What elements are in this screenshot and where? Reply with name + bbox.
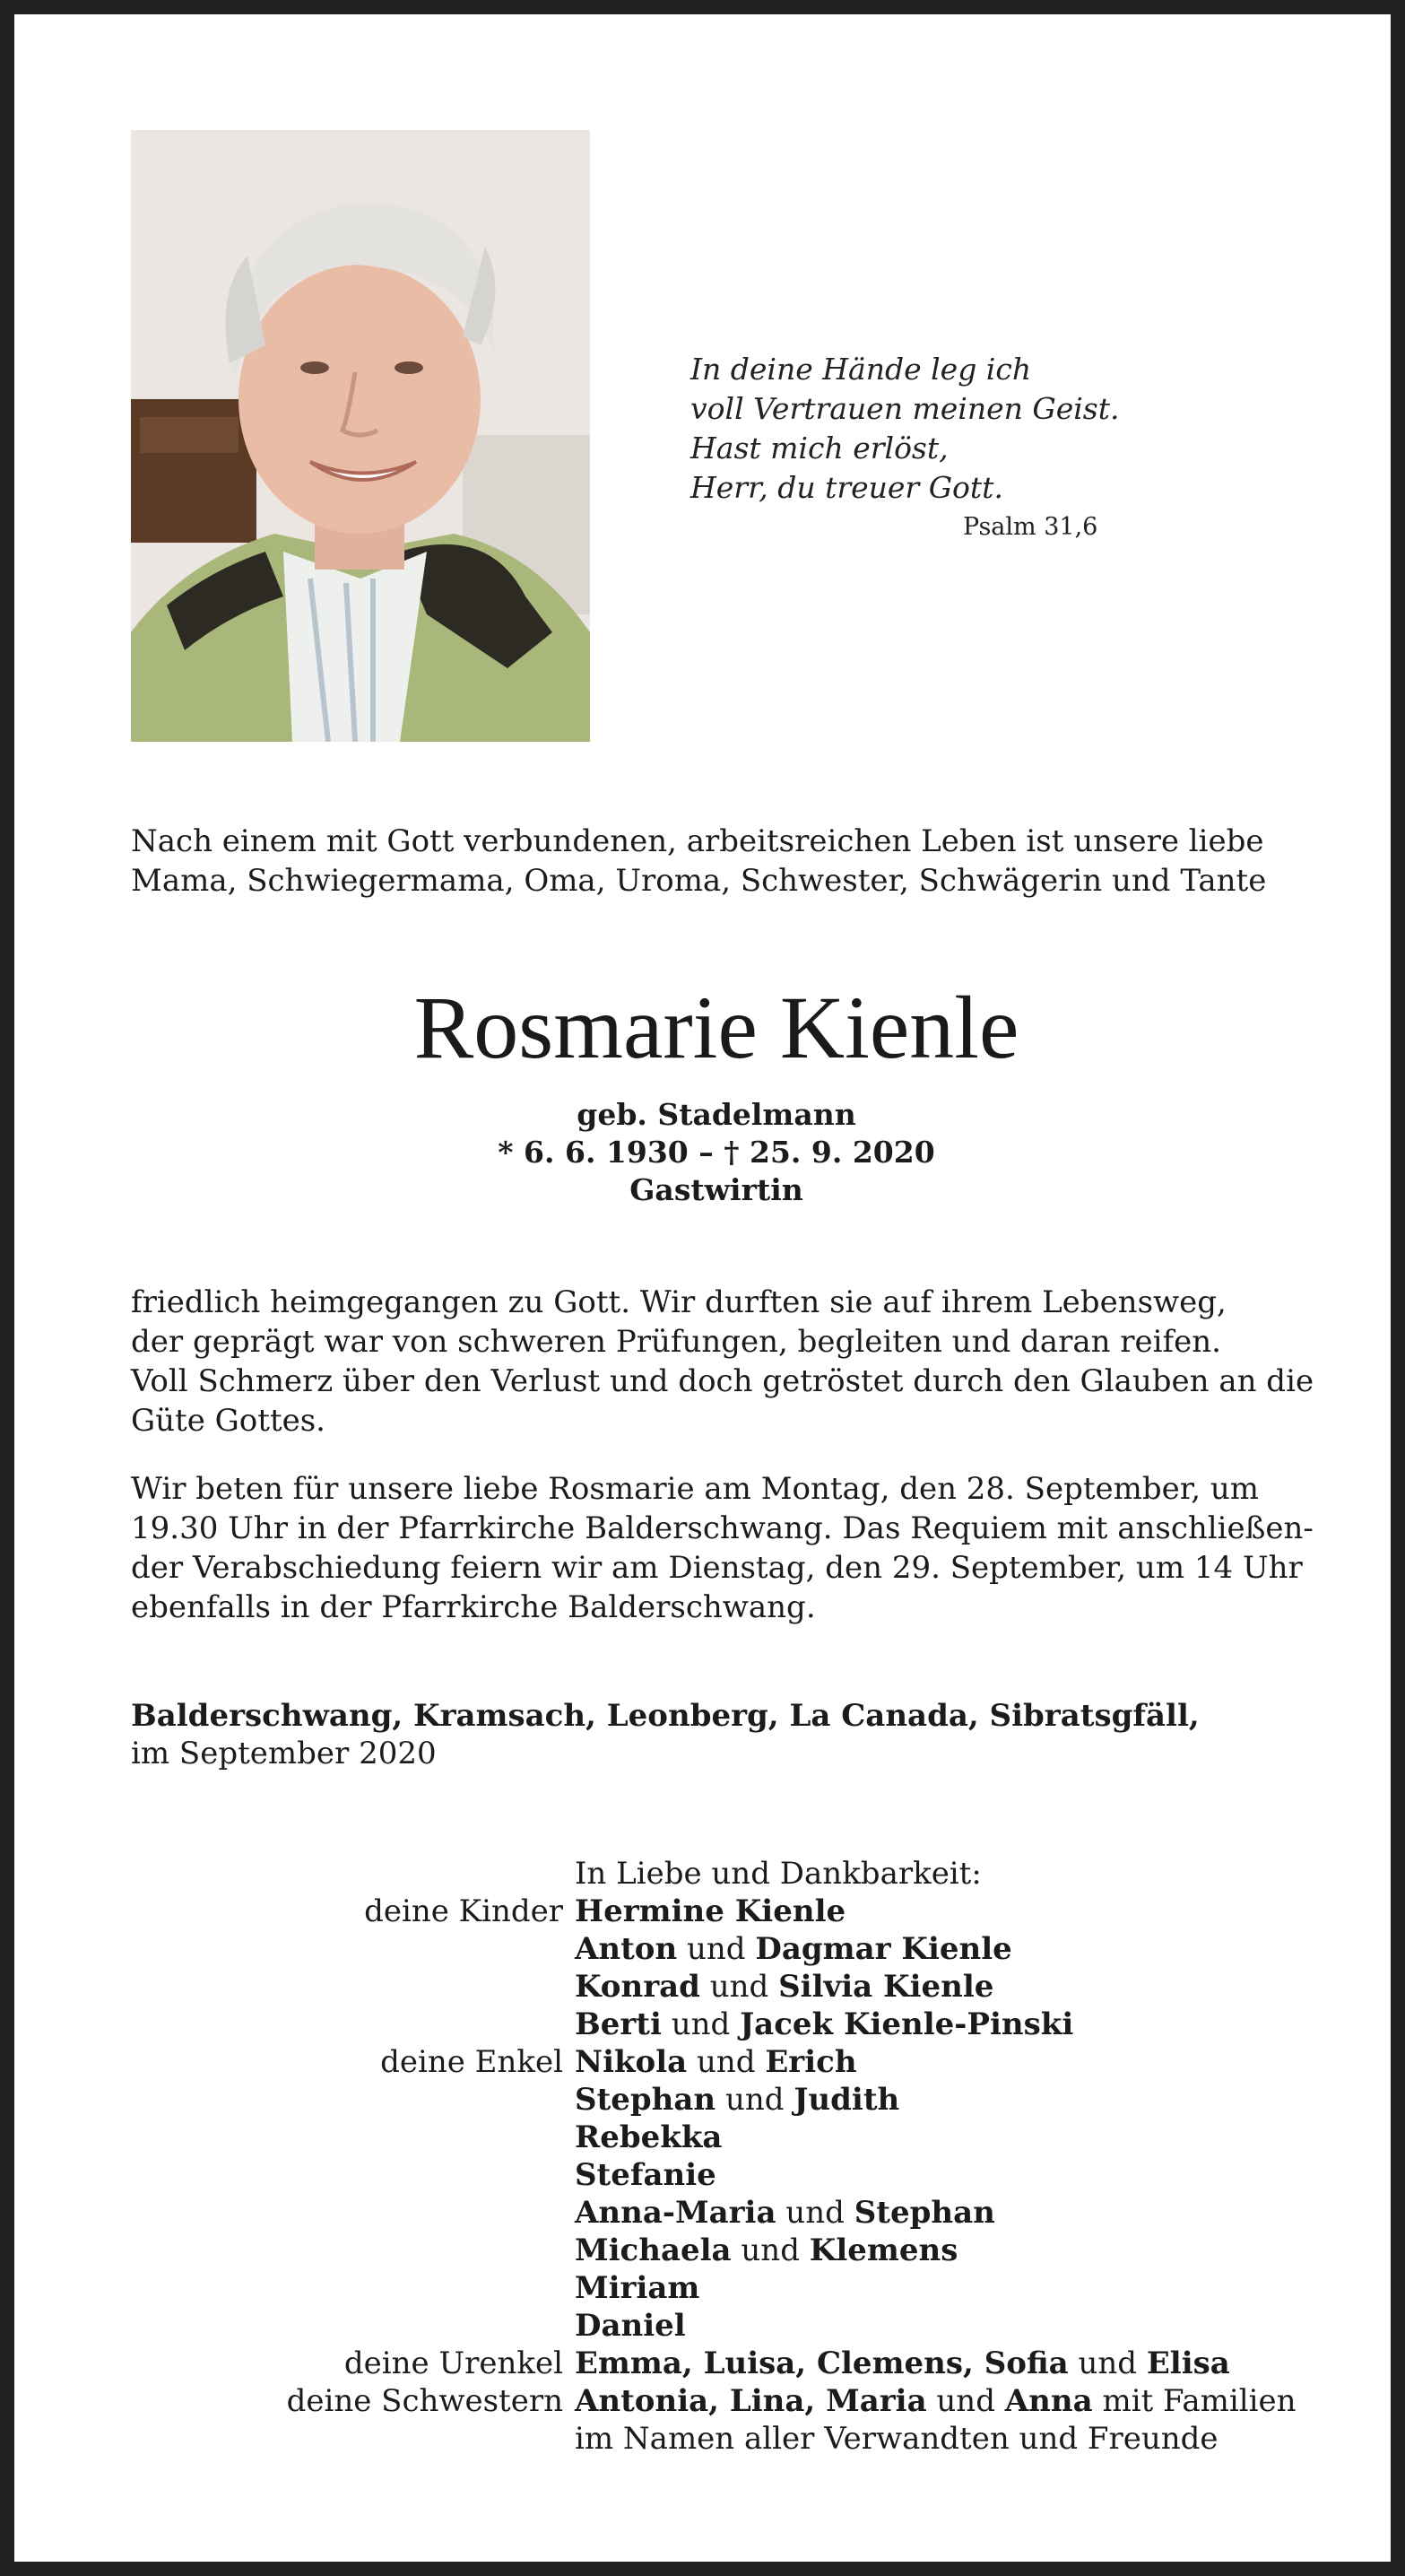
signoff-row (14, 1893, 1405, 1930)
connector-text: und (661, 2006, 741, 2042)
family-name: Erich (765, 2044, 857, 2080)
deceased-name: Rosmarie Kienle (413, 978, 1019, 1077)
paragraph-line: der geprägt war von schweren Prüfungen, begleiten und daran reifen. (131, 1324, 1221, 1360)
family-name: Silvia Kienle (778, 1969, 994, 2005)
family-name: Emma, Luisa, Clemens, Sofia (575, 2345, 1069, 2381)
paragraph-line: der Verabschiedung feiern wir am Dienstag, den 29. September, um 14 Uhr (131, 1550, 1303, 1586)
family-name: Jacek Kienle-Pinski (740, 2006, 1074, 2042)
family-names (575, 1968, 993, 2006)
signoff-heading-row (14, 1855, 1405, 1893)
psalm-quote (690, 350, 1157, 508)
family-name: Antonia, Lina, Maria (575, 2383, 927, 2419)
family-name: Berti (575, 2006, 662, 2042)
signoff-row (14, 2006, 1405, 2043)
signoff-row (14, 2081, 1405, 2119)
occupation: Gastwirtin (629, 1172, 803, 1207)
signoff-heading: In Liebe und Dankbarkeit: (575, 1856, 982, 1892)
family-names (575, 2194, 995, 2232)
relation-label: deine Kinder (364, 1893, 563, 1929)
family-names (575, 2043, 857, 2081)
connector-text: mit Familien (1092, 2383, 1297, 2419)
family-names (575, 1893, 846, 1930)
signoff-row (14, 2232, 1405, 2269)
quote-line: In deine Hände leg ich (690, 352, 1032, 387)
birth-name: geb. Stadelmann (577, 1097, 856, 1132)
connector-text: und (687, 2044, 766, 2080)
family-names (575, 2269, 699, 2307)
paragraph-line: friedlich heimgegangen zu Gott. Wir durften sie auf ihrem Lebensweg, (131, 1284, 1227, 1320)
family-name: Michaela (575, 2232, 732, 2268)
places-and-date (131, 1697, 1302, 1772)
signoff-row (14, 2156, 1405, 2194)
connector-text: und (926, 2383, 1005, 2419)
intro-line: Nach einem mit Gott verbundenen, arbeitsreichen Leben ist unsere liebe (131, 823, 1264, 859)
paragraph-line: Güte Gottes. (131, 1403, 325, 1439)
signoff-row (14, 2307, 1405, 2345)
paragraph-line: ebenfalls in der Pfarrkirche Balderschwang. (131, 1589, 816, 1625)
intro-line: Mama, Schwiegermama, Oma, Uroma, Schwester, Schwägerin und Tante (131, 863, 1267, 899)
relation-label: deine Enkel (380, 2044, 563, 2080)
family-name: Daniel (575, 2308, 686, 2344)
portrait-photo (131, 130, 590, 742)
family-name: Anton (575, 1931, 678, 1967)
family-name: Judith (794, 2082, 900, 2118)
connector-text: und (716, 2082, 794, 2118)
family-signoff (14, 1855, 1405, 2458)
family-names (575, 2345, 1230, 2382)
paragraph-passing (131, 1283, 1314, 1440)
family-name: Hermine Kienle (575, 1893, 846, 1929)
family-names (575, 2081, 899, 2119)
family-name: Miriam (575, 2270, 700, 2306)
family-name: Anna-Maria (575, 2195, 776, 2231)
family-names (575, 1930, 1012, 1968)
quote-line: Herr, du treuer Gott. (690, 470, 1003, 505)
family-names (575, 2156, 716, 2194)
family-name: Stephan (575, 2082, 716, 2118)
signoff-row (14, 2043, 1405, 2081)
connector-text: und (1068, 2345, 1147, 2381)
connector-text: und (699, 1969, 779, 2005)
family-names (575, 2006, 1073, 2043)
relation-label: deine Schwestern (286, 2383, 563, 2419)
family-name: Stefanie (575, 2157, 716, 2193)
family-names (575, 2420, 1219, 2458)
date-line: im September 2020 (131, 1736, 437, 1771)
signoff-row (14, 2420, 1405, 2458)
family-names (575, 2119, 722, 2156)
family-names (575, 2307, 686, 2345)
signoff-row (14, 1968, 1405, 2006)
deceased-details (131, 1096, 1302, 1209)
quote-line: voll Vertrauen meinen Geist. (690, 391, 1120, 426)
connector-text: und (776, 2195, 854, 2231)
life-dates: * 6. 6. 1930 – † 25. 9. 2020 (498, 1135, 935, 1170)
paragraph-line: Wir beten für unsere liebe Rosmarie am Montag, den 28. September, um (131, 1471, 1260, 1507)
family-names (575, 2382, 1296, 2420)
relation-label: deine Urenkel (343, 2345, 563, 2381)
paragraph-line: Voll Schmerz über den Verlust und doch getröstet durch den Glauben an die (131, 1363, 1314, 1399)
connector-text: im Namen aller Verwandten und Freunde (575, 2421, 1219, 2457)
signoff-row (14, 2194, 1405, 2232)
family-name: Dagmar Kienle (755, 1931, 1012, 1967)
family-name: Rebekka (575, 2119, 723, 2155)
intro-text (131, 822, 1302, 901)
family-name: Nikola (575, 2044, 688, 2080)
family-names (575, 2232, 958, 2269)
signoff-row (14, 2382, 1405, 2420)
psalm-reference: Psalm 31,6 (963, 513, 1098, 541)
connector-text: und (677, 1931, 756, 1967)
family-name: Klemens (809, 2232, 958, 2268)
signoff-row (14, 2119, 1405, 2156)
places-list: Balderschwang, Kramsach, Leonberg, La Canada, Sibratsgfäll, (131, 1698, 1200, 1734)
signoff-rows (14, 1893, 1405, 2458)
quote-line: Hast mich erlöst, (690, 431, 949, 466)
family-name: Konrad (575, 1969, 700, 2005)
family-name: Anna (1004, 2383, 1093, 2419)
paragraph-services (131, 1469, 1314, 1627)
family-name: Stephan (854, 2195, 995, 2231)
family-name: Elisa (1146, 2345, 1230, 2381)
signoff-row (14, 2269, 1405, 2307)
paragraph-line: 19.30 Uhr in der Pfarrkirche Balderschwang. Das Requiem mit anschließen- (131, 1510, 1314, 1546)
signoff-row (14, 1930, 1405, 1968)
connector-text: und (731, 2232, 810, 2268)
signoff-row (14, 2345, 1405, 2382)
portrait-image (131, 130, 590, 742)
